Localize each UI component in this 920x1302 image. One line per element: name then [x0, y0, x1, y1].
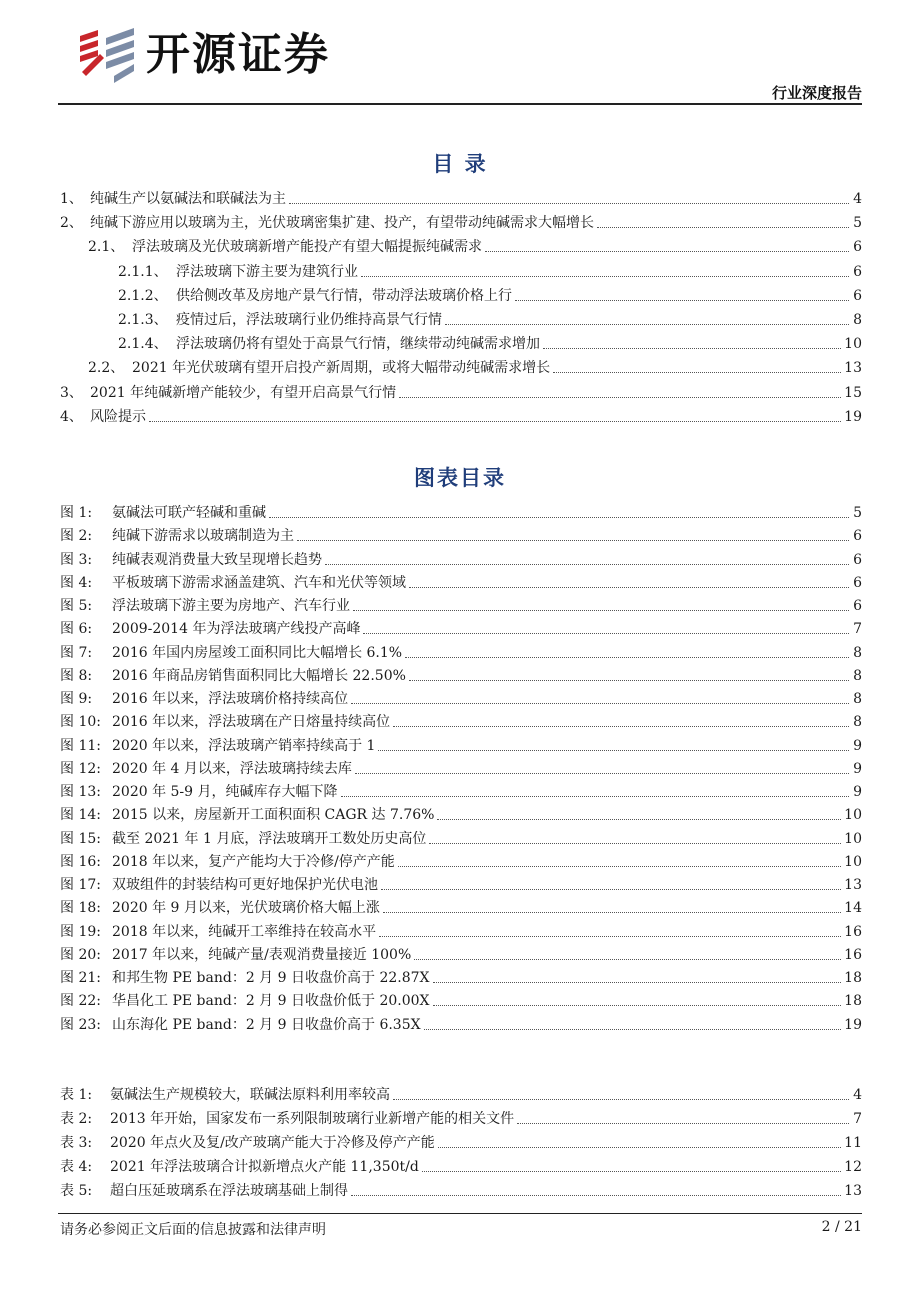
figure-entry-page-number: 10	[844, 830, 862, 847]
figure-entry-number: 图 15:	[60, 830, 101, 847]
dot-leader	[351, 703, 849, 704]
figure-entry-title: 氨碱法可联产轻碱和重碱	[112, 505, 266, 521]
dot-leader	[437, 819, 841, 820]
dot-leader	[398, 866, 841, 867]
figure-entry-page-number: 8	[853, 667, 862, 684]
dot-leader	[414, 959, 841, 960]
dot-leader	[363, 633, 849, 634]
figure-entry[interactable]	[60, 965, 862, 987]
toc-entry[interactable]	[60, 380, 862, 402]
dot-leader	[445, 324, 849, 325]
figure-entry[interactable]	[60, 1012, 862, 1034]
dot-leader	[409, 587, 849, 588]
figure-entry-number: 图 22:	[60, 993, 101, 1010]
figure-entry-page-number: 5	[853, 505, 862, 521]
table-entry-title: 2020 年点火及复/改产玻璃产能大于冷修及停产产能	[110, 1135, 435, 1151]
figure-entry-title: 截至 2021 年 1 月底，浮法玻璃开工数处历史高位	[112, 830, 427, 847]
footer-disclaimer: 请务必参阅正文后面的信息披露和法律声明	[60, 1222, 326, 1238]
figure-entry-title: 2018 年以来，复产产能均大于冷修/停产产能	[112, 853, 395, 870]
toc-entry-title: 浮法玻璃仍将有望处于高景气行情，继续带动纯碱需求增加	[176, 336, 540, 353]
dot-leader	[517, 1123, 849, 1124]
table-entry-title: 2021 年浮法玻璃合计拟新增点火产能 11,350t/d	[110, 1159, 419, 1175]
dot-leader	[393, 726, 849, 727]
toc-entry[interactable]	[60, 186, 862, 208]
toc-entry[interactable]	[88, 234, 862, 256]
toc-entry-number: 2.1.4、	[118, 336, 168, 353]
figure-entry[interactable]	[60, 849, 862, 871]
figure-entry-page-number: 10	[844, 853, 862, 870]
dot-leader	[351, 1195, 841, 1196]
figure-entry[interactable]	[60, 547, 862, 569]
figure-entry-page-number: 19	[844, 1016, 862, 1033]
table-entry[interactable]	[60, 1130, 862, 1152]
toc-entry-title: 供给侧改革及房地产景气行情，带动浮法玻璃价格上行	[176, 287, 512, 304]
toc-entry-number: 4、	[60, 408, 83, 425]
table-entry-title: 超白压延玻璃系在浮法玻璃基础上制得	[110, 1183, 348, 1199]
toc-entry-page-number: 19	[844, 408, 862, 425]
figure-entry[interactable]	[60, 942, 862, 964]
table-entry-number: 表 3:	[60, 1135, 93, 1151]
figure-entry-number: 图 19:	[60, 923, 101, 940]
toc-title: 目 录	[432, 152, 488, 176]
table-entry-page-number: 12	[844, 1159, 862, 1175]
dot-leader	[289, 203, 849, 204]
figure-entry-title: 2020 年 9 月以来，光伏玻璃价格大幅上涨	[112, 900, 380, 917]
figure-entry-number: 图 13:	[60, 784, 101, 800]
dot-leader	[399, 397, 841, 398]
figure-entry-number: 图 1:	[60, 505, 93, 521]
figure-entry-title: 2020 年 5-9 月，纯碱库存大幅下降	[112, 784, 338, 800]
figure-entry-number: 图 3:	[60, 551, 93, 568]
figure-entry[interactable]	[60, 640, 862, 662]
toc-entry[interactable]	[118, 331, 862, 353]
figure-entry-number: 图 20:	[60, 946, 101, 963]
dot-leader	[325, 564, 849, 565]
toc-entry[interactable]	[118, 259, 862, 281]
figure-entry-number: 图 7:	[60, 644, 93, 661]
figure-entry[interactable]	[60, 570, 862, 592]
figure-entry-page-number: 7	[853, 621, 862, 638]
figure-entry-page-number: 9	[853, 760, 862, 777]
dot-leader	[353, 610, 849, 611]
figure-entry-number: 图 12:	[60, 760, 101, 777]
dot-leader	[379, 936, 841, 937]
brand-name: 开源证券	[146, 29, 330, 80]
dot-leader	[543, 348, 841, 349]
dot-leader	[597, 227, 849, 228]
figure-entry-page-number: 16	[844, 946, 862, 963]
toc-entry-number: 2.1.1、	[118, 263, 168, 280]
figure-entry-number: 图 8:	[60, 667, 93, 684]
figure-entry[interactable]	[60, 709, 862, 731]
figure-entry-page-number: 8	[853, 714, 862, 731]
dot-leader	[553, 372, 841, 373]
dot-leader	[515, 300, 849, 301]
dot-leader	[422, 1171, 841, 1172]
toc-entry-number: 2.1、	[88, 239, 125, 256]
figure-entry-number: 图 18:	[60, 900, 101, 917]
toc-entry[interactable]	[88, 355, 862, 377]
figure-entry[interactable]	[60, 593, 862, 615]
figure-entry-page-number: 6	[853, 598, 862, 614]
figure-entry-page-number: 16	[844, 923, 862, 940]
toc-entry[interactable]	[60, 210, 862, 232]
figure-entry[interactable]	[60, 733, 862, 755]
toc-entry-page-number: 8	[853, 312, 862, 328]
dot-leader	[383, 912, 841, 913]
figure-entry-page-number: 8	[853, 691, 862, 707]
table-entry-number: 表 5:	[60, 1183, 93, 1199]
figure-entry-title: 双玻组件的封装结构可更好地保护光伏电池	[112, 877, 378, 893]
dot-leader	[429, 843, 841, 844]
figure-entry-number: 图 17:	[60, 877, 101, 893]
figure-entry-title: 浮法玻璃下游主要为房地产、汽车行业	[112, 598, 350, 614]
dot-leader	[433, 1005, 842, 1006]
table-entry-number: 表 4:	[60, 1159, 93, 1175]
toc-entry-page-number: 6	[853, 239, 862, 256]
figure-entry[interactable]	[60, 919, 862, 941]
dot-leader	[269, 517, 849, 518]
toc-entry-title: 疫情过后，浮法玻璃行业仍维持高景气行情	[176, 312, 442, 328]
dot-leader	[297, 540, 849, 541]
figure-entry[interactable]	[60, 779, 862, 801]
toc-entry-number: 2.1.2、	[118, 287, 168, 304]
figure-entry-title: 2017 年以来，纯碱产量/表观消费量接近 100%	[112, 946, 412, 963]
toc-entry-number: 2.2、	[88, 360, 125, 377]
toc-entry-page-number: 10	[844, 336, 862, 353]
figure-entry[interactable]	[60, 523, 862, 545]
toc-entry-title: 纯碱下游应用以玻璃为主，光伏玻璃密集扩建、投产，有望带动纯碱需求大幅增长	[90, 215, 594, 232]
figure-entry-number: 图 5:	[60, 598, 93, 614]
figure-entry-number: 图 21:	[60, 970, 101, 986]
figure-entry-number: 图 6:	[60, 621, 93, 638]
figure-entry-number: 图 2:	[60, 528, 93, 545]
brand-logo	[76, 26, 346, 84]
figure-entry-title: 华昌化工 PE band：2 月 9 日收盘价低于 20.00X	[112, 993, 430, 1010]
figure-entry[interactable]	[60, 872, 862, 894]
figure-entry-page-number: 18	[844, 970, 862, 986]
footer-divider	[58, 1213, 862, 1214]
toc-entry-number: 3、	[60, 384, 83, 401]
dot-leader	[341, 796, 849, 797]
page-header	[0, 0, 920, 110]
figure-entry-title: 山东海化 PE band：2 月 9 日收盘价高于 6.35X	[112, 1016, 421, 1033]
table-entry-title: 氨碱法生产规模较大，联碱法原料利用率较高	[110, 1087, 390, 1103]
logo-red-strokes	[80, 30, 104, 76]
table-entry-page-number: 13	[844, 1183, 862, 1199]
toc-entry-page-number: 13	[844, 360, 862, 377]
figure-entry-title: 和邦生物 PE band：2 月 9 日收盘价高于 22.87X	[112, 970, 430, 986]
toc-entry-number: 1、	[60, 191, 83, 207]
figure-entry[interactable]	[60, 616, 862, 638]
table-entry[interactable]	[60, 1178, 862, 1200]
dot-leader	[433, 982, 842, 983]
table-entry-page-number: 4	[853, 1087, 862, 1103]
dot-leader	[381, 889, 841, 890]
figure-entry-page-number: 13	[844, 877, 862, 893]
toc-entry-title: 浮法玻璃及光伏玻璃新增产能投产有望大幅提振纯碱需求	[132, 239, 482, 256]
toc-entry-page-number: 15	[844, 384, 862, 401]
figure-entry[interactable]	[60, 756, 862, 778]
toc-entry-page-number: 5	[853, 215, 862, 232]
toc-entry[interactable]	[118, 283, 862, 305]
figure-entry[interactable]	[60, 663, 862, 685]
toc-entry-page-number: 6	[853, 287, 862, 304]
table-entry[interactable]	[60, 1082, 862, 1104]
figure-entry-title: 2020 年以来，浮法玻璃产销率持续高于 1	[112, 737, 376, 754]
dot-leader	[485, 251, 849, 252]
table-entry-page-number: 11	[844, 1135, 862, 1151]
page-indicator: 2 / 21	[821, 1219, 862, 1235]
dot-leader	[409, 680, 849, 681]
toc-entry-title: 2021 年纯碱新增产能较少，有望开启高景气行情	[90, 384, 397, 401]
dot-leader	[355, 773, 849, 774]
figure-entry-title: 纯碱下游需求以玻璃制造为主	[112, 528, 294, 545]
figure-entry-page-number: 8	[853, 644, 862, 661]
dot-leader	[378, 750, 849, 751]
figure-entry-number: 图 16:	[60, 853, 101, 870]
figure-entry-number: 图 9:	[60, 691, 93, 707]
figure-entry-title: 2016 年以来，浮法玻璃价格持续高位	[112, 691, 349, 707]
dot-leader	[361, 276, 849, 277]
toc-entry[interactable]	[118, 307, 862, 329]
figure-entry-title: 2016 年以来，浮法玻璃在产日熔量持续高位	[112, 714, 391, 731]
figure-entry[interactable]	[60, 988, 862, 1010]
toc-entry-page-number: 4	[853, 191, 862, 207]
table-entry[interactable]	[60, 1106, 862, 1128]
figures-title: 图表目录	[414, 466, 506, 490]
toc-entry-title: 风险提示	[90, 408, 146, 425]
figure-entry-title: 纯碱表观消费量大致呈现增长趋势	[112, 551, 322, 568]
figure-entry-title: 2016 年商品房销售面积同比大幅增长 22.50%	[112, 667, 406, 684]
header-divider	[58, 103, 862, 105]
figure-entry[interactable]	[60, 826, 862, 848]
figure-entry-number: 图 14:	[60, 807, 101, 824]
dot-leader	[149, 421, 841, 422]
figure-entry-number: 图 11:	[60, 737, 101, 754]
toc-entry-number: 2、	[60, 215, 83, 232]
logo-blue-strokes	[106, 28, 134, 83]
toc-entry-title: 2021 年光伏玻璃有望开启投产新周期，或将大幅带动纯碱需求增长	[132, 360, 551, 377]
figure-entry-page-number: 10	[844, 807, 862, 824]
table-entry-number: 表 1:	[60, 1087, 93, 1103]
table-entry-page-number: 7	[853, 1111, 862, 1127]
toc-entry-page-number: 6	[853, 263, 862, 280]
table-entry-title: 2013 年开始，国家发布一系列限制玻璃行业新增产能的相关文件	[110, 1111, 515, 1127]
figure-entry-page-number: 6	[853, 551, 862, 568]
toc-entry-title: 纯碱生产以氨碱法和联碱法为主	[90, 191, 286, 207]
figure-entry-page-number: 6	[853, 528, 862, 545]
figure-entry-page-number: 14	[844, 900, 862, 917]
dot-leader	[405, 657, 849, 658]
figure-entry-title: 2015 以来，房屋新开工面积面积 CAGR 达 7.76%	[112, 807, 435, 824]
table-entry[interactable]	[60, 1154, 862, 1176]
figure-entry[interactable]	[60, 802, 862, 824]
figure-entry-title: 2009-2014 年为浮法玻璃产线投产高峰	[112, 621, 361, 638]
figure-entry[interactable]	[60, 686, 862, 708]
figure-entry-page-number: 9	[853, 737, 862, 754]
kaiyuan-logo-icon	[76, 26, 138, 84]
figure-entry[interactable]	[60, 895, 862, 917]
figure-entry-page-number: 9	[853, 784, 862, 800]
figure-entry-number: 图 10:	[60, 714, 101, 731]
toc-entry-title: 浮法玻璃下游主要为建筑行业	[176, 263, 358, 280]
figure-entry-number: 图 23:	[60, 1016, 101, 1033]
figure-entry-number: 图 4:	[60, 574, 93, 591]
report-type-label: 行业深度报告	[771, 84, 862, 102]
dot-leader	[424, 1029, 842, 1030]
dot-leader	[393, 1099, 849, 1100]
table-entry-number: 表 2:	[60, 1111, 93, 1127]
figure-entry[interactable]	[60, 500, 862, 522]
figure-entry-title: 2018 年以来，纯碱开工率维持在较高水平	[112, 923, 377, 940]
dot-leader	[438, 1147, 841, 1148]
figure-entry-title: 平板玻璃下游需求涵盖建筑、汽车和光伏等领域	[112, 574, 406, 591]
figure-entry-page-number: 18	[844, 993, 862, 1010]
figure-entry-page-number: 6	[853, 574, 862, 591]
toc-entry[interactable]	[60, 404, 862, 426]
figure-entry-title: 2016 年国内房屋竣工面积同比大幅增长 6.1%	[112, 644, 403, 661]
figure-entry-title: 2020 年 4 月以来，浮法玻璃持续去库	[112, 760, 352, 777]
toc-entry-number: 2.1.3、	[118, 312, 168, 328]
